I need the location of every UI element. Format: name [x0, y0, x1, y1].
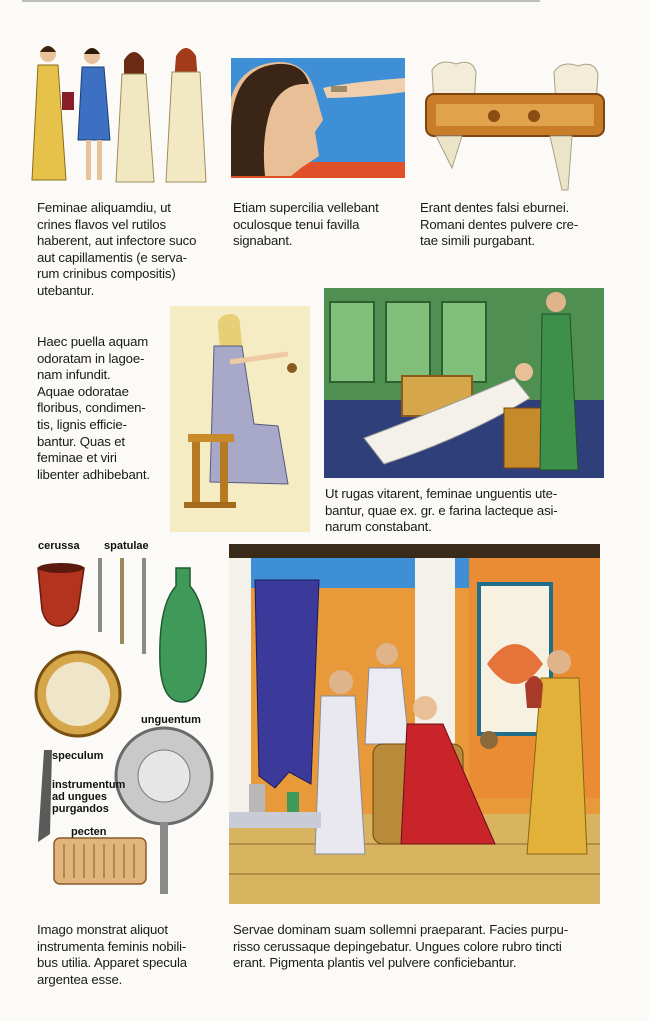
label-spatulae: spatulae: [104, 540, 149, 552]
illustration-wrinkles-bed: [324, 288, 604, 478]
label-cerussa: cerussa: [38, 540, 80, 552]
caption-wigs: Feminae aliquamdiu, ut crines flavos vel rutilos haberent, aut infectore suco aut capillamentis (e serva- rum crinibus compositis) utebantur.: [37, 200, 197, 298]
caption-eyebrows: Etiam supercilia vellebant oculosque tenui favilla signabant.: [233, 200, 379, 249]
caption-perfume: Haec puella aquam odoratam in lagoe- nam infundit. Aquae odoratae floribus, condimen- tis, lignis efficie- bantur. Quas et feminae et viri libenter adhibebant.: [37, 334, 150, 482]
label-speculum: speculum: [52, 750, 104, 762]
label-unguentum: unguentum: [141, 714, 201, 726]
illustration-false-teeth: [422, 58, 608, 194]
caption-servants: Servae dominam suam sollemni praeparant. Facies purpu- risso cerussaque depingebatur. Ungues colore rubro tincti erant. Pigmenta plantis vel pulvere conficiebantur.: [233, 922, 568, 971]
illustration-women-wigs: [26, 40, 216, 190]
label-instrumentum: instrumentum ad ungues purgandos: [52, 779, 126, 815]
illustration-servants-scene: [229, 544, 600, 904]
caption-teeth: Erant dentes falsi eburnei. Romani dentes pulvere cre- tae simili purgabant.: [420, 200, 579, 249]
top-rule: [22, 0, 540, 2]
caption-wrinkles: Ut rugas vitarent, feminae unguentis ute- bantur, quae ex. gr. e farina lacteque asi- narum constabant.: [325, 486, 558, 535]
label-pecten: pecten: [71, 826, 107, 838]
illustration-instruments: [30, 554, 220, 904]
illustration-eyebrows: [231, 58, 405, 178]
caption-instruments: Imago monstrat aliquot instrumenta feminis nobili- bus utilia. Apparet specula argentea esse.: [37, 922, 187, 987]
illustration-perfume-girl: [170, 306, 310, 532]
